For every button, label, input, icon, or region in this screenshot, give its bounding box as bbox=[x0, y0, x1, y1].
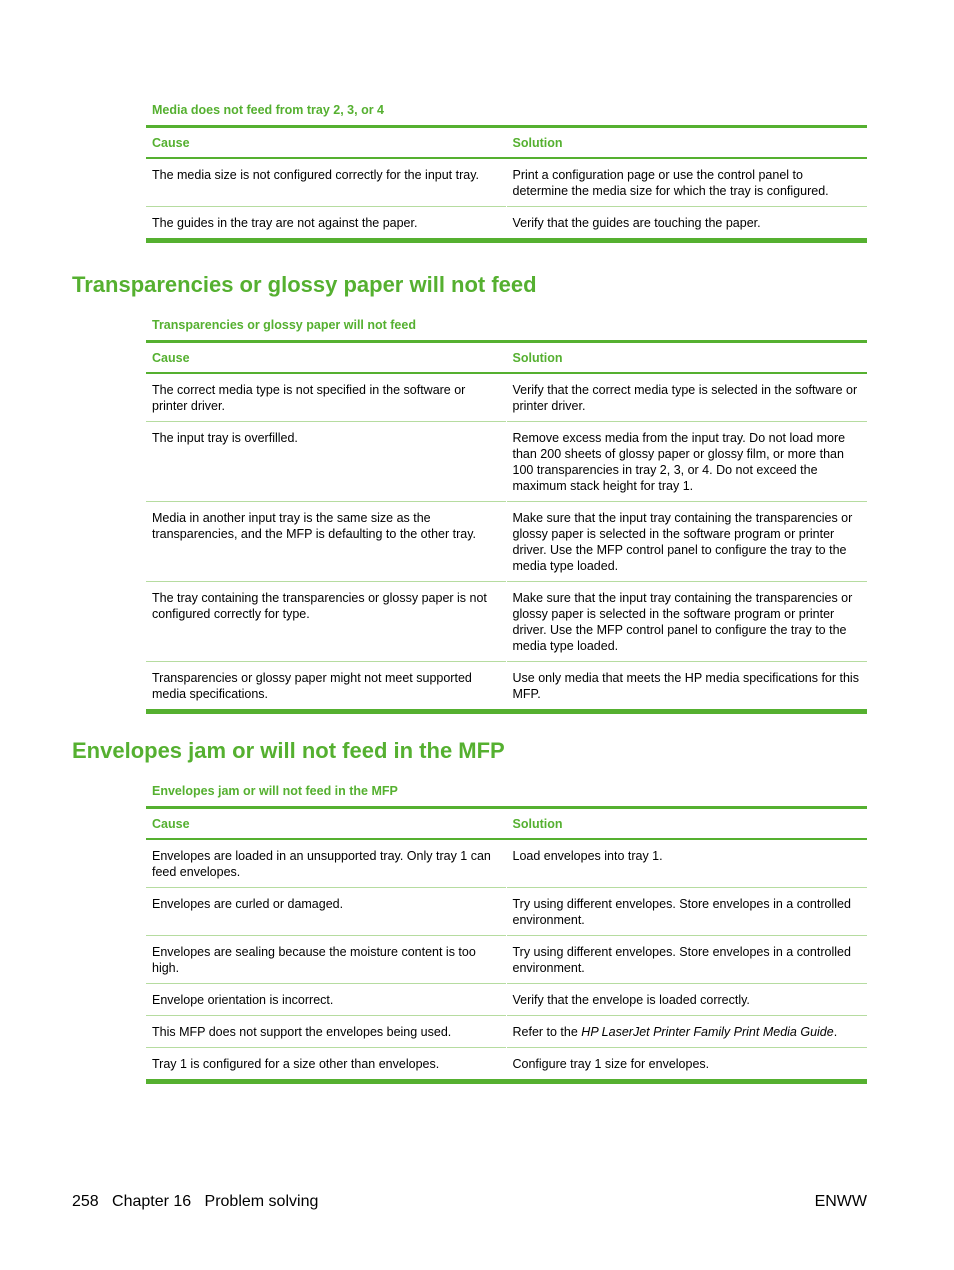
table-row bbox=[146, 1048, 867, 1082]
table-row bbox=[146, 422, 867, 502]
cause-cell: The input tray is overfilled. bbox=[146, 422, 506, 502]
media-feed-table bbox=[146, 125, 867, 243]
table-row bbox=[146, 984, 867, 1016]
cause-cell: Media in another input tray is the same size as the transparencies, and the MFP is defaulting to the other tray. bbox=[146, 502, 506, 582]
section-title-transparencies: Transparencies or glossy paper will not feed bbox=[72, 272, 537, 297]
solution-cell: Verify that the guides are touching the paper. bbox=[506, 207, 867, 241]
table-row bbox=[146, 207, 867, 241]
table-row bbox=[146, 582, 867, 662]
cause-cell: This MFP does not support the envelopes being used. bbox=[146, 1016, 506, 1048]
table-row bbox=[146, 373, 867, 422]
solution-cell: Make sure that the input tray containing the transparencies or glossy paper is selected in the software program or printer driver. Use the MFP control panel to configure the tray to the media type loaded. bbox=[506, 502, 867, 582]
cause-cell: The guides in the tray are not against the paper. bbox=[146, 207, 506, 241]
cause-cell: Envelopes are curled or damaged. bbox=[146, 888, 506, 936]
column-header-solution: Solution bbox=[506, 808, 867, 840]
table-header-row bbox=[146, 808, 867, 840]
solution-cell: Use only media that meets the HP media specifications for this MFP. bbox=[506, 662, 867, 712]
solution-cell: Remove excess media from the input tray. Do not load more than 200 sheets of glossy paper or glossy film, or more than 100 transparencies in tray 2, 3, or 4. Do not exceed the maximum stack height for tray 1. bbox=[506, 422, 867, 502]
column-header-cause: Cause bbox=[146, 342, 506, 374]
solution-cell: Print a configuration page or use the control panel to determine the media size for which the tray is configured. bbox=[506, 158, 867, 207]
table-row bbox=[146, 502, 867, 582]
cause-cell: The tray containing the transparencies or glossy paper is not configured correctly for type. bbox=[146, 582, 506, 662]
footer-page-info bbox=[72, 1193, 318, 1211]
table-caption-media-feed: Media does not feed from tray 2, 3, or 4 bbox=[152, 103, 385, 117]
table-caption-transparencies: Transparencies or glossy paper will not feed bbox=[152, 318, 416, 332]
table-row bbox=[146, 662, 867, 712]
section-title-envelopes: Envelopes jam or will not feed in the MFP bbox=[72, 738, 505, 763]
table-row bbox=[146, 839, 867, 888]
solution-cell: Make sure that the input tray containing the transparencies or glossy paper is selected in the software program or printer driver. Use the MFP control panel to configure the tray to the media type loaded. bbox=[506, 582, 867, 662]
table-row bbox=[146, 888, 867, 936]
cause-cell: Envelopes are loaded in an unsupported tray. Only tray 1 can feed envelopes. bbox=[152, 849, 491, 879]
solution-cell bbox=[506, 1016, 867, 1048]
transparencies-table bbox=[146, 340, 867, 714]
cause-cell: Transparencies or glossy paper might not meet supported media specifications. bbox=[146, 662, 506, 712]
solution-cell: Configure tray 1 size for envelopes. bbox=[506, 1048, 867, 1082]
envelopes-table bbox=[146, 806, 867, 1084]
solution-cell: Verify that the correct media type is selected in the software or printer driver. bbox=[506, 373, 867, 422]
solution-cell: Verify that the envelope is loaded correctly. bbox=[506, 984, 867, 1016]
table-header-row bbox=[146, 342, 867, 374]
column-header-solution: Solution bbox=[506, 342, 867, 374]
solution-text-suffix: . bbox=[833, 1025, 838, 1039]
cause-cell: Tray 1 is configured for a size other than envelopes. bbox=[146, 1048, 506, 1082]
table-caption-envelopes: Envelopes jam or will not feed in the MFP bbox=[152, 784, 398, 798]
solution-cell: Try using different envelopes. Store envelopes in a controlled environment. bbox=[506, 888, 867, 936]
table-row bbox=[146, 936, 867, 984]
table-row bbox=[146, 1016, 867, 1048]
footer-left-text: 258 Chapter 16 Problem solving bbox=[72, 1193, 319, 1210]
column-header-solution: Solution bbox=[506, 127, 867, 159]
media-guide-title: HP LaserJet Printer Family Print Media Guide bbox=[581, 1025, 834, 1039]
column-header-cause: Cause bbox=[146, 808, 506, 840]
solution-text-prefix: Refer to the bbox=[512, 1025, 582, 1039]
table-row bbox=[146, 158, 867, 207]
cause-cell: Envelopes are sealing because the moisture content is too high. bbox=[146, 936, 506, 984]
solution-cell: Try using different envelopes. Store envelopes in a controlled environment. bbox=[506, 936, 867, 984]
solution-cell: Load envelopes into tray 1. bbox=[506, 839, 867, 888]
cause-cell: Envelope orientation is incorrect. bbox=[146, 984, 506, 1016]
table-header-row bbox=[146, 127, 867, 159]
footer-enww: ENWW bbox=[814, 1193, 867, 1210]
column-header-cause: Cause bbox=[146, 127, 506, 159]
cause-cell: The media size is not configured correctly for the input tray. bbox=[152, 168, 480, 182]
cause-cell: The correct media type is not specified in the software or printer driver. bbox=[152, 383, 466, 413]
